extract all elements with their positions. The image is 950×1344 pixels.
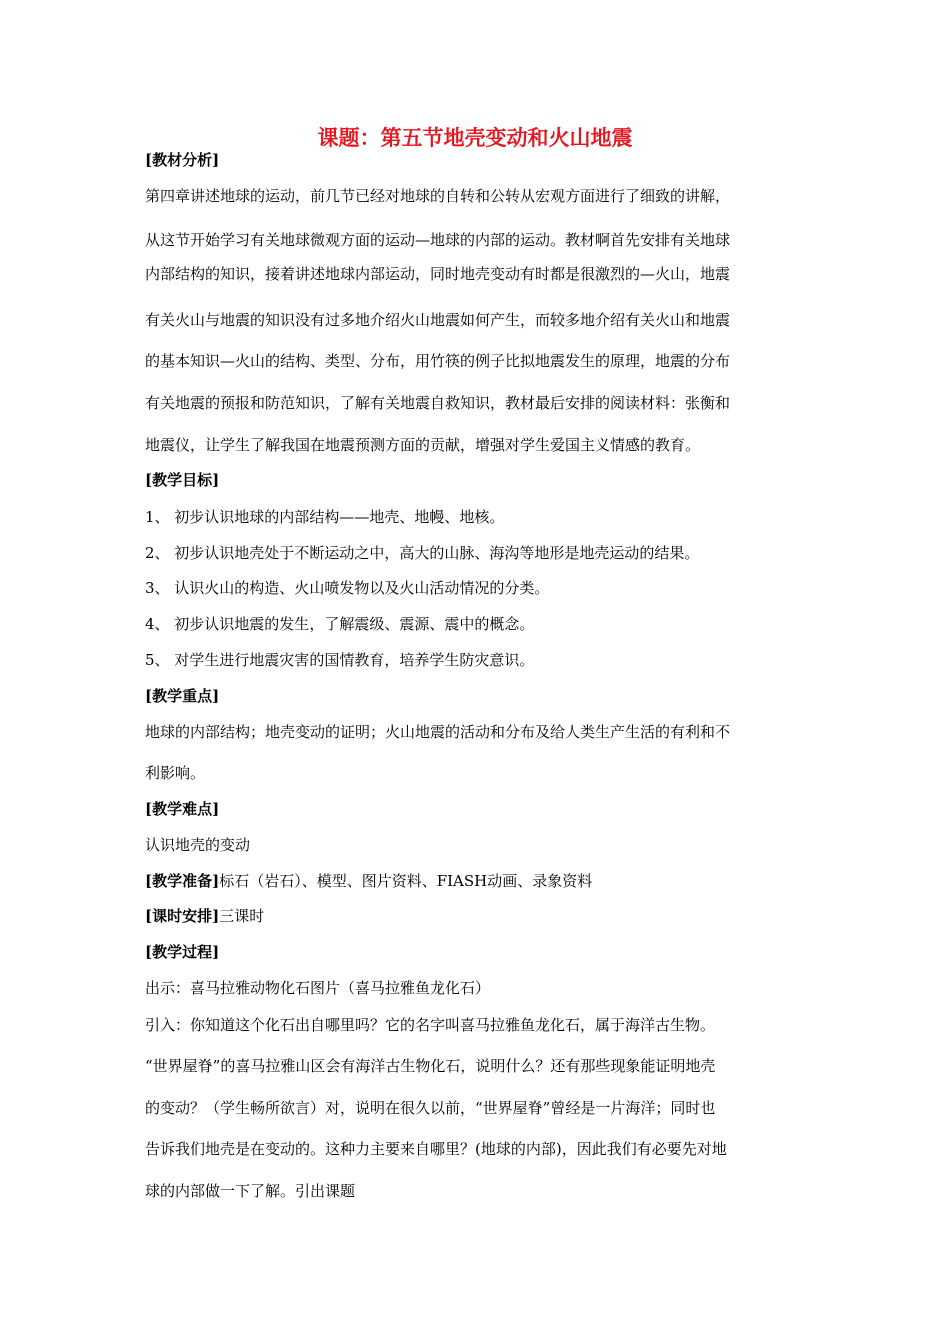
section-heading-schedule: [课时安排] [145, 907, 220, 925]
goal-item: 4、 初步认识地震的发生，了解震级、震源、震中的概念。 [145, 615, 535, 633]
document-title: 课题：第五节地壳变动和火山地震 [317, 125, 633, 150]
section-heading-goals: [教学目标] [145, 471, 220, 489]
paragraph-line: 第四章讲述地球的运动，前几节已经对地球的自转和公转从宏观方面进行了细致的讲解， [145, 187, 731, 205]
paragraph-line: 从这节开始学习有关地球微观方面的运动—地球的内部的运动。教材啊首先安排有关地球 [145, 231, 731, 249]
preparation-text: 标石（岩石）、模型、图片资料、FIASH动画、录象资料 [219, 872, 593, 890]
paragraph-line: 出示：喜马拉雅动物化石图片（喜马拉雅鱼龙化石） [145, 979, 491, 997]
paragraph-line: 告诉我们地壳是在变动的。这种力主要来自哪里？(地球的内部)，因此我们有必要先对地 [145, 1140, 727, 1158]
goal-item: 2、 初步认识地壳处于不断运动之中，高大的山脉、海沟等地形是地壳运动的结果。 [145, 544, 700, 562]
difficulty-text: 认识地壳的变动 [145, 836, 251, 854]
paragraph-line: 的基本知识—火山的结构、类型、分布，用竹筷的例子比拟地震发生的原理，地震的分布 [145, 352, 731, 370]
paragraph-line: “世界屋脊”的喜马拉雅山区会有海洋古生物化石，说明什么？还有那些现象能证明地壳 [145, 1057, 716, 1075]
paragraph-line: 有关火山与地震的知识没有过多地介绍火山地震如何产生，而较多地介绍有关火山和地震 [145, 311, 731, 329]
paragraph-line: 引入：你知道这个化石出自哪里吗？它的名字叫喜马拉雅鱼龙化石，属于海洋古生物。 [145, 1016, 716, 1034]
paragraph-line: 球的内部做一下了解。引出课题 [145, 1182, 356, 1200]
preparation-line [145, 871, 810, 891]
section-heading-difficulties: [教学难点] [145, 800, 220, 818]
goal-item: 1、 初步认识地球的内部结构——地壳、地幔、地核。 [145, 508, 505, 526]
section-heading-analysis: [教材分析] [145, 151, 220, 169]
paragraph-line: 有关地震的预报和防范知识，了解有关地震自救知识，教材最后安排的阅读材料：张衡和 [145, 394, 731, 412]
schedule-line [145, 906, 810, 926]
section-heading-process: [教学过程] [145, 943, 220, 961]
goal-item: 3、 认识火山的构造、火山喷发物以及火山活动情况的分类。 [145, 579, 550, 597]
paragraph-line: 内部结构的知识，接着讲述地球内部运动，同时地壳变动有时都是很激烈的—火山，地震 [145, 265, 731, 283]
schedule-text: 三课时 [219, 907, 265, 925]
paragraph-line: 地震仪，让学生了解我国在地震预测方面的贡献，增强对学生爱国主义情感的教育。 [145, 436, 701, 454]
paragraph-line: 地球的内部结构；地壳变动的证明；火山地震的活动和分布及给人类生产生活的有利和不 [145, 723, 731, 741]
section-heading-key-points: [教学重点] [145, 687, 220, 705]
paragraph-line: 利影响。 [145, 764, 206, 782]
paragraph-line: 的变动？（学生畅所欲言）对，说明在很久以前，“世界屋脊”曾经是一片海洋；同时也 [145, 1099, 716, 1117]
section-heading-preparation: [教学准备] [145, 872, 220, 890]
goal-item: 5、 对学生进行地震灾害的国情教育，培养学生防灾意识。 [145, 651, 535, 669]
